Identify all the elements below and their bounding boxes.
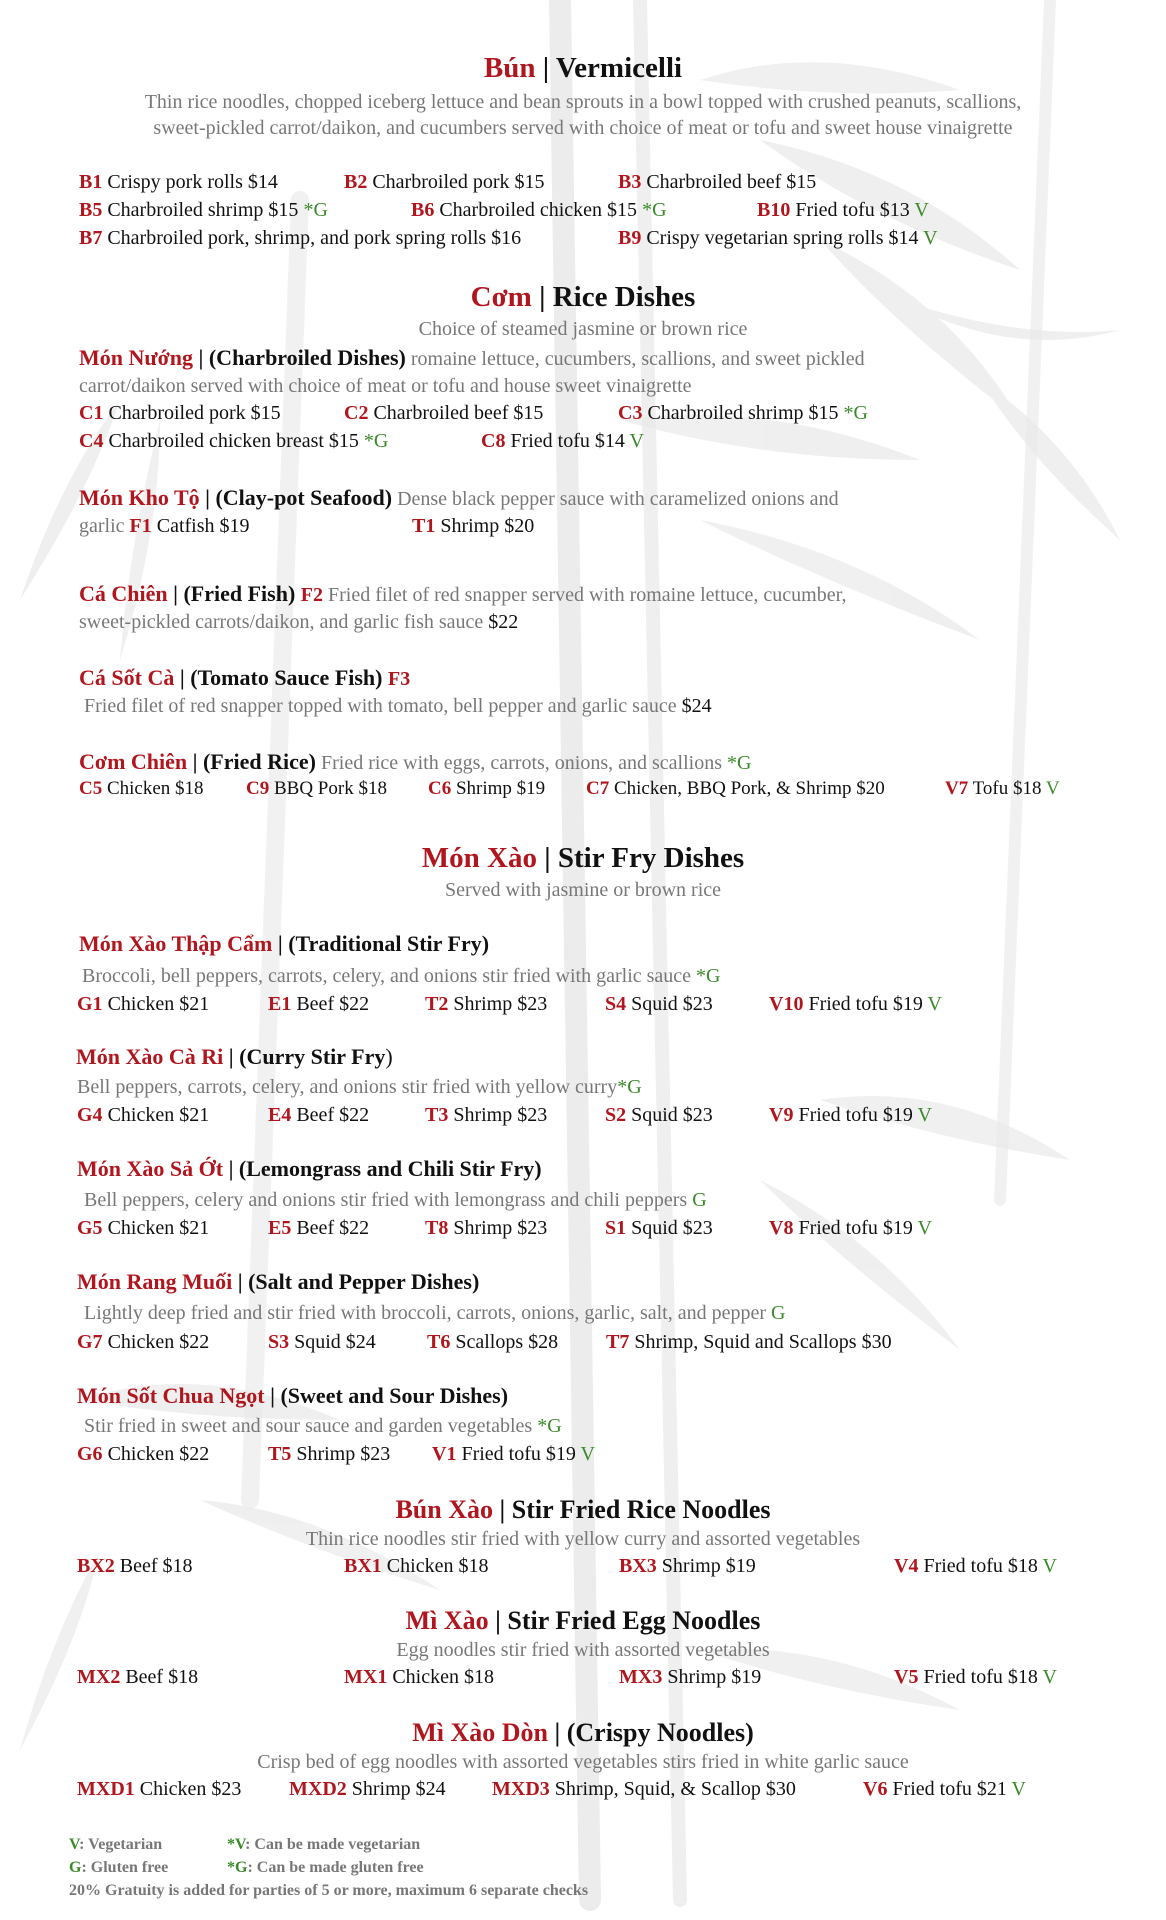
item-code: V5 xyxy=(894,1666,919,1688)
item-name: Fried tofu $18 xyxy=(918,1555,1043,1577)
item-price: $22 xyxy=(488,611,519,633)
item-name: Shrimp $19 xyxy=(656,1555,756,1577)
title-english: Stir Fried Egg Noodles xyxy=(507,1606,761,1635)
heading-english: | (Tomato Sauce Fish) xyxy=(174,665,388,690)
gratuity-note: 20% Gratuity is added for parties of 5 or more, maximum 6 separate checks xyxy=(69,1882,589,1899)
description-text: Bell peppers, carrots, celery, and onions stir fried with yellow curry xyxy=(77,1076,618,1098)
diet-tag: V xyxy=(1042,1666,1057,1688)
diet-tag: G xyxy=(771,1302,786,1324)
menu-item xyxy=(79,515,250,538)
item-name: Shrimp $24 xyxy=(346,1778,446,1800)
item-name: Chicken $21 xyxy=(102,1217,210,1239)
item-name: Chicken $18 xyxy=(102,778,204,799)
subsection-heading xyxy=(79,345,865,371)
legend-text: : Can be made gluten free xyxy=(247,1859,424,1876)
menu-item xyxy=(606,1331,892,1354)
heading-vietnamese: Món Sốt Chua Ngọt xyxy=(77,1383,265,1408)
item-code: G1 xyxy=(77,993,103,1015)
item-code: V10 xyxy=(769,993,804,1015)
item-code: MX2 xyxy=(77,1666,121,1688)
legend-can-be-vegetarian xyxy=(227,1836,420,1854)
menu-item xyxy=(79,199,328,222)
item-code: MXD3 xyxy=(492,1778,550,1800)
menu-item xyxy=(894,1555,1057,1578)
item-code: F2 xyxy=(300,584,324,606)
menu-item xyxy=(77,1666,198,1689)
item-name: Chicken $18 xyxy=(381,1555,489,1577)
description-text: Stir fried in sweet and sour sauce and garden vegetables xyxy=(84,1415,538,1437)
section-subtitle: Egg noodles stir fried with assorted vegetables xyxy=(396,1639,770,1661)
subsection-description xyxy=(84,1189,707,1212)
menu-item xyxy=(769,1217,932,1240)
item-code: C9 xyxy=(246,778,270,799)
menu-item xyxy=(79,430,388,453)
item-code: V8 xyxy=(769,1217,794,1239)
subsection-heading xyxy=(79,665,410,691)
menu-item xyxy=(492,1778,796,1801)
title-separator: | xyxy=(535,52,556,84)
item-name: Charbroiled pork $15 xyxy=(103,402,281,424)
heading-english: | (Clay-pot Seafood) xyxy=(199,485,393,510)
section-description: Thin rice noodles, chopped iceberg lettuce and bean sprouts in a bowl topped with crushed peanuts, scallions, xyxy=(144,91,1022,113)
legend-text: : Can be made vegetarian xyxy=(245,1836,421,1853)
item-code: T1 xyxy=(412,515,436,537)
item-name: Fried tofu $14 xyxy=(505,430,630,452)
title-english: (Crispy Noodles) xyxy=(566,1718,754,1747)
menu-item xyxy=(425,1217,547,1240)
item-name: Chicken $21 xyxy=(102,1104,210,1126)
heading-english: | (Salt and Pepper Dishes) xyxy=(232,1269,480,1294)
diet-tag: V xyxy=(917,1104,932,1126)
menu-item xyxy=(268,1443,390,1466)
menu-item xyxy=(945,778,1060,800)
heading-vietnamese: Món Rang Muối xyxy=(77,1269,233,1294)
section-title-xao xyxy=(0,842,1166,875)
item-code: E1 xyxy=(268,993,292,1015)
menu-item xyxy=(605,1104,713,1127)
menu-item xyxy=(425,1104,547,1127)
item-code: B6 xyxy=(411,199,435,221)
section-title-bun xyxy=(0,52,1166,85)
description-text: Broccoli, bell peppers, carrots, celery, and onions stir fried with garlic sauce xyxy=(82,965,697,987)
item-code: C1 xyxy=(79,402,104,424)
legend-key: V xyxy=(69,1836,80,1853)
menu-item xyxy=(481,430,644,453)
subsection-description: Fried filet of red snapper topped with tomato, bell pepper and garlic sauce xyxy=(84,695,682,717)
menu-item xyxy=(77,993,209,1016)
diet-tag: *G xyxy=(696,965,721,987)
title-vietnamese: Món Xào xyxy=(421,842,537,874)
item-code: S3 xyxy=(268,1331,290,1353)
heading-vietnamese: Cơm Chiên xyxy=(79,749,188,774)
diet-tag: *G xyxy=(727,752,752,774)
section-description: sweet-pickled carrot/daikon, and cucumbers served with choice of meat or tofu and sweet house vinaigrette xyxy=(153,117,1013,139)
section-title-com xyxy=(0,281,1166,314)
menu-item xyxy=(432,1443,595,1466)
title-separator: | xyxy=(493,1495,512,1524)
heading-vietnamese: Món Xào Cà Ri xyxy=(76,1044,224,1069)
menu-item xyxy=(344,171,545,194)
menu-item xyxy=(411,199,667,222)
diet-tag: *G xyxy=(363,430,389,452)
item-name: Beef $22 xyxy=(291,1104,370,1126)
legend-can-be-gluten-free xyxy=(227,1859,424,1877)
item-name: Shrimp, Squid, & Scallop $30 xyxy=(549,1778,796,1800)
heading-vietnamese: Món Nướng xyxy=(79,345,194,370)
diet-tag: *G xyxy=(617,1076,642,1098)
menu-item xyxy=(77,1331,209,1354)
title-vietnamese: Bún xyxy=(483,52,536,84)
item-name: Squid $23 xyxy=(626,1104,713,1126)
item-name: Squid $23 xyxy=(626,1217,713,1239)
item-name: BBQ Pork $18 xyxy=(269,778,387,799)
item-name: Chicken $22 xyxy=(102,1443,210,1465)
item-code: E5 xyxy=(268,1217,292,1239)
item-name: Fried tofu $19 xyxy=(456,1443,581,1465)
item-code: S4 xyxy=(605,993,627,1015)
menu-item xyxy=(618,171,816,194)
item-name: Charbroiled beef $15 xyxy=(641,171,817,193)
menu-item xyxy=(619,1666,761,1689)
item-code: V6 xyxy=(863,1778,888,1800)
item-name: Shrimp $19 xyxy=(662,1666,762,1688)
item-code: C4 xyxy=(79,430,104,452)
item-name: Tofu $18 xyxy=(968,778,1046,799)
item-name: Scallops $28 xyxy=(450,1331,559,1353)
heading-description: romaine lettuce, cucumbers, scallions, and sweet pickled xyxy=(405,348,865,370)
title-vietnamese: Mì Xào Dòn xyxy=(412,1718,548,1747)
diet-tag: G xyxy=(692,1189,707,1211)
subsection-description: garlic xyxy=(79,515,130,537)
legend-key: G xyxy=(69,1859,82,1876)
heading-vietnamese: Món Xào Thập Cẩm xyxy=(79,931,273,956)
item-code: MX3 xyxy=(619,1666,663,1688)
diet-tag: V xyxy=(1045,778,1060,799)
item-code: B3 xyxy=(618,171,642,193)
menu-item xyxy=(79,227,521,250)
item-name: Charbroiled shrimp $15 xyxy=(102,199,304,221)
heading-close: ) xyxy=(385,1044,393,1069)
item-code: BX1 xyxy=(344,1555,382,1577)
menu-item xyxy=(605,993,713,1016)
subsection-heading xyxy=(76,1044,393,1070)
menu-item xyxy=(757,199,929,222)
title-vietnamese: Bún Xào xyxy=(395,1495,494,1524)
item-name: Shrimp, Squid and Scallops $30 xyxy=(629,1331,892,1353)
item-name: Crispy pork rolls $14 xyxy=(102,171,278,193)
menu-item xyxy=(268,1217,369,1240)
menu-item xyxy=(344,402,543,425)
subsection-description: sweet-pickled carrots/daikon, and garlic fish sauce xyxy=(79,611,489,633)
item-name: Fried tofu $18 xyxy=(918,1666,1043,1688)
subsection-description: carrot/daikon served with choice of meat or tofu and house sweet vinaigrette xyxy=(79,375,692,397)
item-name: Fried tofu $19 xyxy=(793,1104,918,1126)
item-name: Charbroiled beef $15 xyxy=(368,402,544,424)
section-subtitle: Served with jasmine or brown rice xyxy=(444,879,722,901)
subsection-heading xyxy=(77,1269,479,1295)
heading-english: | (Fried Fish) xyxy=(167,581,301,606)
item-name: Catfish $19 xyxy=(151,515,250,537)
item-name: Squid $23 xyxy=(626,993,713,1015)
item-name: Fried tofu $19 xyxy=(803,993,928,1015)
diet-tag: V xyxy=(629,430,644,452)
item-code: MXD1 xyxy=(77,1778,135,1800)
item-name: Beef $18 xyxy=(114,1555,193,1577)
item-code: G5 xyxy=(77,1217,103,1239)
menu-item xyxy=(769,993,942,1016)
subsection-heading xyxy=(79,931,489,957)
legend-text: : Vegetarian xyxy=(79,1836,163,1853)
menu-item xyxy=(77,1443,209,1466)
menu-item xyxy=(77,1217,209,1240)
item-code: C3 xyxy=(618,402,643,424)
diet-tag: V xyxy=(1042,1555,1057,1577)
section-title-bun-xao xyxy=(0,1495,1166,1525)
diet-tag: V xyxy=(927,993,942,1015)
menu-item xyxy=(79,611,518,634)
legend-key: *G xyxy=(227,1859,248,1876)
menu-item xyxy=(268,1331,376,1354)
description-text: Bell peppers, celery and onions stir fried with lemongrass and chili peppers xyxy=(84,1189,693,1211)
subsection-description xyxy=(82,965,721,988)
subsection-heading xyxy=(79,485,839,511)
menu-item xyxy=(894,1666,1057,1689)
item-name: Chicken $23 xyxy=(134,1778,242,1800)
heading-english: | (Charbroiled Dishes) xyxy=(193,345,406,370)
item-name: Fried tofu $13 xyxy=(790,199,915,221)
item-name: Fried tofu $19 xyxy=(793,1217,918,1239)
diet-tag: *G xyxy=(843,402,868,424)
title-english: Stir Fried Rice Noodles xyxy=(511,1495,771,1524)
menu-item xyxy=(412,515,534,538)
menu-item xyxy=(77,1555,193,1578)
heading-vietnamese: Cá Sốt Cà xyxy=(79,665,175,690)
diet-tag: *G xyxy=(642,199,667,221)
item-name: Chicken $21 xyxy=(102,993,210,1015)
item-code: F1 xyxy=(129,515,152,537)
item-name: Chicken, BBQ Pork, & Shrimp $20 xyxy=(609,778,885,799)
legend-key: *V xyxy=(227,1836,246,1853)
item-code: B1 xyxy=(79,171,103,193)
item-code: C2 xyxy=(344,402,369,424)
description-text: Lightly deep fried and stir fried with broccoli, carrots, onions, garlic, salt, and pepper xyxy=(84,1302,772,1324)
title-separator: | xyxy=(547,1718,567,1747)
heading-english: | (Sweet and Sour Dishes) xyxy=(264,1383,509,1408)
heading-description: Dense black pepper sauce with caramelized onions and xyxy=(392,488,839,510)
item-code: V1 xyxy=(432,1443,457,1465)
menu-item xyxy=(79,778,204,800)
item-name: Chicken $22 xyxy=(102,1331,210,1353)
menu-item xyxy=(77,1778,241,1801)
title-vietnamese: Mì Xào xyxy=(405,1606,489,1635)
item-name: Charbroiled pork, shrimp, and pork spring rolls $16 xyxy=(102,227,522,249)
subsection-heading xyxy=(77,1383,508,1409)
menu-item xyxy=(246,778,387,800)
menu-item xyxy=(289,1778,446,1801)
section-subtitle: Crisp bed of egg noodles with assorted vegetables stirs fried in white garlic sauce xyxy=(257,1751,909,1773)
menu-item xyxy=(619,1555,756,1578)
item-code: T3 xyxy=(425,1104,449,1126)
menu-item xyxy=(618,227,938,250)
item-name: Shrimp $23 xyxy=(448,1104,548,1126)
item-name: Charbroiled chicken $15 xyxy=(434,199,643,221)
heading-english: | (Fried Rice) xyxy=(187,749,316,774)
diet-tag: V xyxy=(580,1443,595,1465)
menu-item xyxy=(586,778,885,800)
title-separator: | xyxy=(488,1606,508,1635)
section-title-mi-xao xyxy=(0,1606,1166,1636)
diet-tag: V xyxy=(917,1217,932,1239)
menu-item xyxy=(268,1104,369,1127)
item-code: MXD2 xyxy=(289,1778,347,1800)
item-code: G6 xyxy=(77,1443,103,1465)
item-name: Charbroiled shrimp $15 xyxy=(642,402,844,424)
diet-tag: *G xyxy=(303,199,328,221)
item-code: G4 xyxy=(77,1104,103,1126)
title-separator: | xyxy=(531,281,553,313)
item-code: C5 xyxy=(79,778,103,799)
title-english: Vermicelli xyxy=(555,52,683,84)
item-code: B5 xyxy=(79,199,103,221)
heading-vietnamese: Cá Chiên xyxy=(79,581,168,606)
item-code: T5 xyxy=(268,1443,292,1465)
item-name: Beef $18 xyxy=(120,1666,199,1688)
item-code: B2 xyxy=(344,171,368,193)
item-name: Chicken $18 xyxy=(387,1666,494,1688)
menu-item xyxy=(618,402,868,425)
legend-vegetarian xyxy=(69,1836,162,1854)
menu-item xyxy=(769,1104,932,1127)
title-separator: | xyxy=(536,842,558,874)
item-code: V4 xyxy=(894,1555,919,1577)
diet-tag: V xyxy=(914,199,929,221)
menu-item xyxy=(428,778,545,800)
subsection-heading xyxy=(77,1156,542,1182)
item-name: Shrimp $20 xyxy=(435,515,535,537)
diet-tag: V xyxy=(1011,1778,1026,1800)
item-code: E4 xyxy=(268,1104,292,1126)
diet-tag: *G xyxy=(537,1415,562,1437)
heading-vietnamese: Món Xào Sả Ớt xyxy=(77,1156,224,1181)
subsection-description xyxy=(84,1415,562,1438)
menu-item xyxy=(79,171,278,194)
section-subtitle: Choice of steamed jasmine or brown rice xyxy=(418,318,748,340)
item-name: Shrimp $19 xyxy=(451,778,546,799)
item-name: Squid $24 xyxy=(289,1331,376,1353)
title-vietnamese: Cơm xyxy=(470,281,532,313)
menu-item xyxy=(425,993,547,1016)
item-name: Beef $22 xyxy=(291,993,370,1015)
item-code: V7 xyxy=(945,778,969,799)
heading-vietnamese: Món Kho Tộ xyxy=(79,485,200,510)
menu-item xyxy=(605,1217,713,1240)
legend-gluten-free xyxy=(69,1859,168,1877)
item-name: Fried tofu $21 xyxy=(887,1778,1012,1800)
item-code: B10 xyxy=(757,199,791,221)
item-code: B9 xyxy=(618,227,642,249)
item-code: C6 xyxy=(428,778,452,799)
item-name: Charbroiled pork $15 xyxy=(367,171,545,193)
menu-item xyxy=(344,1666,494,1689)
section-title-mi-xao-don xyxy=(0,1718,1166,1748)
diet-tag: V xyxy=(923,227,938,249)
item-code: C8 xyxy=(481,430,506,452)
heading-english: | (Traditional Stir Fry) xyxy=(272,931,490,956)
title-english: Rice Dishes xyxy=(552,281,696,313)
subsection-heading xyxy=(79,581,846,607)
item-code: MX1 xyxy=(344,1666,388,1688)
item-code: B7 xyxy=(79,227,103,249)
title-english: Stir Fry Dishes xyxy=(557,842,745,874)
heading-description: Fried filet of red snapper served with romaine lettuce, cucumber, xyxy=(323,584,847,606)
subsection-heading xyxy=(79,749,751,775)
item-code: T8 xyxy=(425,1217,449,1239)
item-name: Shrimp $23 xyxy=(448,1217,548,1239)
heading-description: Fried rice with eggs, carrots, onions, and scallions xyxy=(315,752,728,774)
subsection-description xyxy=(77,1076,642,1099)
item-name: Shrimp $23 xyxy=(291,1443,391,1465)
heading-english: | (Lemongrass and Chili Stir Fry) xyxy=(223,1156,542,1181)
item-code: S1 xyxy=(605,1217,627,1239)
item-code: BX2 xyxy=(77,1555,115,1577)
menu-item xyxy=(344,1555,488,1578)
legend-text: : Gluten free xyxy=(81,1859,169,1876)
item-code: S2 xyxy=(605,1104,627,1126)
item-code: T2 xyxy=(425,993,449,1015)
item-code: T7 xyxy=(606,1331,630,1353)
item-code: T6 xyxy=(427,1331,451,1353)
item-code: G7 xyxy=(77,1331,103,1353)
item-name: Beef $22 xyxy=(291,1217,370,1239)
menu-item xyxy=(427,1331,558,1354)
item-code: BX3 xyxy=(619,1555,657,1577)
item-code: F3 xyxy=(388,668,411,690)
item-name: Shrimp $23 xyxy=(448,993,548,1015)
menu-item xyxy=(268,993,369,1016)
item-code: C7 xyxy=(586,778,610,799)
subsection-description xyxy=(84,1302,785,1325)
menu-item xyxy=(79,402,281,425)
menu-item xyxy=(84,695,712,718)
section-subtitle: Thin rice noodles stir fried with yellow curry and assorted vegetables xyxy=(305,1528,861,1550)
menu-item xyxy=(77,1104,209,1127)
item-code: V9 xyxy=(769,1104,794,1126)
item-price: $24 xyxy=(681,695,712,717)
item-name: Crispy vegetarian spring rolls $14 xyxy=(641,227,924,249)
menu-item xyxy=(863,1778,1026,1801)
item-name: Charbroiled chicken breast $15 xyxy=(103,430,364,452)
heading-english: | (Curry Stir Fry xyxy=(223,1044,386,1069)
